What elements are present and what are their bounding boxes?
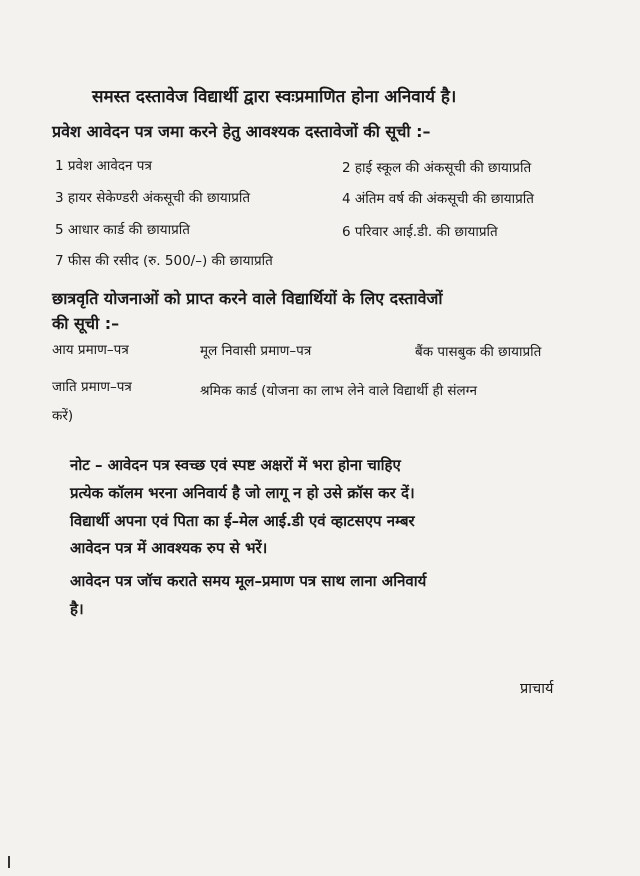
note-line-2: प्रत्येक कॉलम भरना अनिवार्य है जो लागू न हो उसे क्रॉस कर दें।	[70, 484, 415, 502]
admission-item-7: 7 फीस की रसीद (रु. 500/–) की छायाप्रति	[55, 253, 273, 269]
note-line-3: विद्यार्थी अपना एवं पिता का ई–मेल आई.डी एवं व्हाटसएप नम्बर	[70, 512, 415, 530]
scholarship-heading-line1: छात्रवृति योजनाओं को प्राप्त करने वाले विद्यार्थियों के लिए दस्तावेजों	[52, 289, 443, 308]
admission-item-5: 5 आधार कार्ड की छायाप्रति	[55, 222, 190, 238]
note-line-4: आवेदन पत्र में आवश्यक रुप से भरें।	[70, 539, 268, 557]
main-notice: समस्त दस्तावेज विद्यार्थी द्वारा स्वःप्रमाणित होना अनिवार्य है।	[92, 87, 457, 107]
principal-signature-label: प्राचार्य	[520, 681, 554, 697]
note-line-1: नोट – आवेदन पत्र स्वच्छ एवं स्पष्ट अक्षरों में भरा होना चाहिए	[70, 456, 401, 474]
scholarship-heading-line2: की सूची :–	[52, 314, 120, 333]
scholarship-item-domicile: मूल निवासी प्रमाण–पत्र	[200, 343, 312, 359]
admission-heading: प्रवेश आवेदन पत्र जमा करने हेतु आवश्यक दस्तावेजों की सूची :–	[52, 122, 431, 141]
admission-item-4: 4 अंतिम वर्ष की अंकसूची की छायाप्रति	[342, 191, 534, 207]
scholarship-item-labour-cont: करें)	[52, 408, 74, 424]
scholarship-item-caste: जाति प्रमाण–पत्र	[52, 379, 132, 395]
note-line-5: आवेदन पत्र जॉच कराते समय मूल–प्रमाण पत्र साथ लाना अनिवार्य	[70, 572, 427, 590]
scholarship-item-bank: बैंक पासबुक की छायाप्रति	[415, 344, 542, 360]
admission-item-1: 1 प्रवेश आवेदन पत्र	[55, 158, 152, 174]
scan-edge-mark	[8, 856, 10, 868]
admission-item-3: 3 हायर सेकेण्डरी अंकसूची की छायाप्रति	[55, 190, 251, 206]
admission-item-6: 6 परिवार आई.डी. की छायाप्रति	[342, 224, 498, 240]
admission-item-2: 2 हाई स्कूल की अंकसूची की छायाप्रति	[342, 160, 532, 176]
scholarship-item-income: आय प्रमाण–पत्र	[52, 342, 129, 358]
note-line-6: है।	[70, 600, 84, 618]
scholarship-item-labour: श्रमिक कार्ड (योजना का लाभ लेने वाले विद्यार्थी ही संलग्न	[200, 383, 477, 399]
